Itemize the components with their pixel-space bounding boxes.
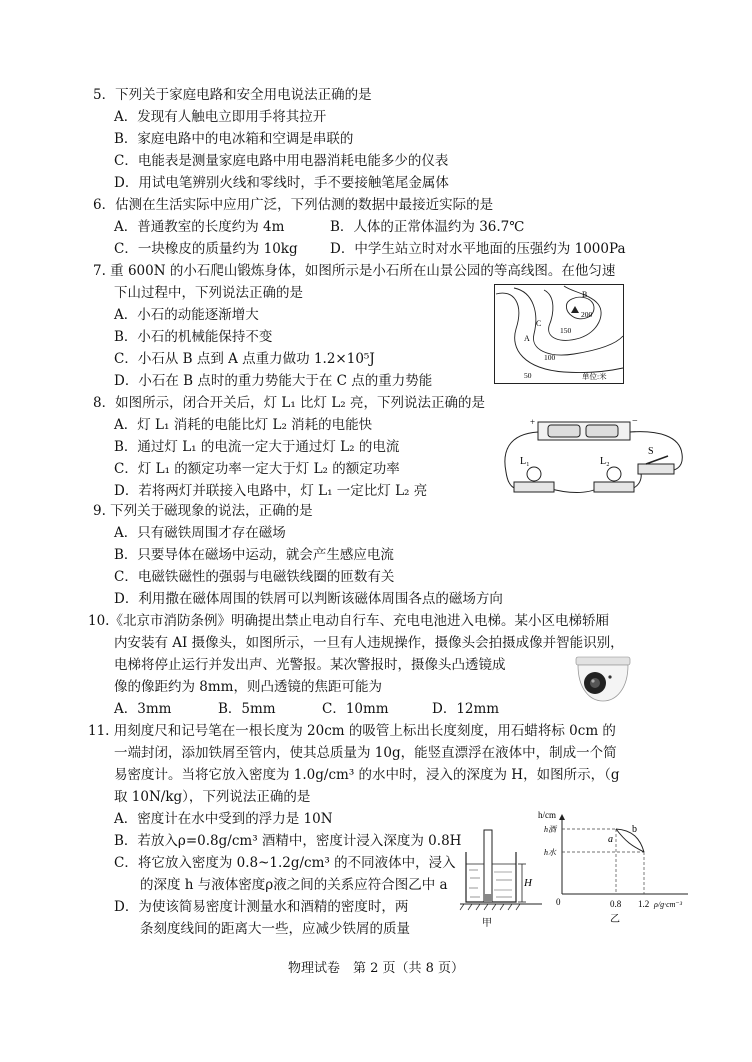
q6-stem: 6．估测在生活实际中应用广泛，下列估测的数据中最接近实际的是 (93, 197, 494, 213)
q7-stem-line1: 7. 重 600N 的小石爬山锻炼身体，如图所示是小石所在山景公园的等高线图。在他匀速 (93, 263, 616, 279)
graph-h-shui-label: h水 (544, 848, 556, 857)
q8-option-c: C．灯 L₁ 的额定功率一定大于灯 L₂ 的额定功率 (114, 461, 400, 477)
contour-label-50: 50 (524, 371, 532, 380)
q8-option-a: A．灯 L₁ 消耗的电能比灯 L₂ 消耗的电能快 (114, 417, 373, 433)
graph-x-tick-12: 1.2 (638, 899, 650, 909)
lamp-l2-label: L₂ (600, 456, 610, 467)
wire-middle (548, 488, 598, 493)
camera-figure (570, 655, 636, 705)
q6-option-c: C．一块橡皮的质量约为 10kg (114, 241, 298, 257)
camera-mount (576, 657, 630, 665)
circuit-figure (498, 412, 688, 500)
straw-densimeter (484, 830, 492, 902)
q7-option-c: C．小石从 B 点到 A 点重力做功 1.2×10⁵J (114, 351, 375, 367)
page-footer: 物理试卷 第 2 页（共 8 页） (287, 961, 465, 976)
q11-option-c-line1: C．将它放入密度为 0.8~1.2g/cm³ 的不同液体中，浸入 (114, 855, 456, 871)
curve-a-label: a (608, 834, 613, 845)
q10-option-d: D．12mm (432, 701, 500, 717)
figure-jia-label: 甲 (482, 918, 492, 929)
graph-y-label: h/cm (538, 810, 556, 820)
q9-option-a: A．只有磁铁周围才存在磁场 (114, 525, 286, 541)
q8-option-b: B．通过灯 L₁ 的电流一定大于通过灯 L₂ 的电流 (114, 439, 400, 455)
contour-label-200: 200 (581, 310, 593, 319)
q11-option-a: A．密度计在水中受到的浮力是 10N (114, 811, 333, 827)
switch-s-label: S (648, 446, 654, 457)
contour-map-figure (494, 284, 624, 384)
graph-origin-label: 0 (556, 897, 561, 907)
curve-b-label: b (632, 824, 637, 835)
point-a-label: A (524, 334, 530, 343)
q10-line3: 电梯将停止运行并发出声、光警报。某次警报时，摄像头凸透镜成 (114, 657, 506, 673)
q11-line3: 易密度计。当将它放入密度为 1.0g/cm³ 的水中时，浸入的深度为 H，如图所示，（g (114, 767, 620, 783)
q7-option-a: A．小石的动能逐渐增大 (114, 307, 259, 323)
q5-option-c: C．电能表是测量家庭电路中用电器消耗电能多少的仪表 (114, 153, 449, 169)
q7-option-b: B．小石的机械能保持不变 (114, 329, 273, 345)
lamp-l2-base (594, 482, 634, 492)
q11-option-d-line1: D．为使该简易密度计测量水和酒精的密度时，两 (114, 899, 409, 915)
q9-option-c: C．电磁铁磁性的强弱与电磁铁线圈的匝数有关 (114, 569, 395, 585)
q5-option-b: B．家庭电路中的电冰箱和空调是串联的 (114, 131, 354, 147)
switch-base (638, 464, 674, 474)
q6-option-b: B．人体的正常体温约为 36.7℃ (330, 219, 525, 235)
q9-option-b: B．只要导体在磁场中运动，就会产生感应电流 (114, 547, 394, 563)
lamp-l2-bulb (607, 467, 621, 481)
lamp-l1-label: L₁ (520, 456, 530, 467)
graph-h-jiu-label: h酒 (544, 825, 556, 834)
q11-option-d-line2: 条刻度线间的距离大一些，应减少铁屑的质量 (140, 921, 410, 937)
q6-option-a: A．普通教室的长度约为 4m (114, 219, 285, 235)
battery-cell-1 (548, 425, 580, 437)
point-c-label: C (536, 319, 542, 328)
camera-indicator-icon (608, 675, 611, 678)
curve-b (616, 829, 644, 852)
battery-plus-label: + (530, 417, 536, 427)
contour-label-150: 150 (560, 326, 572, 335)
q11-line1: 11. 用刻度尺和记号笔在一根长度为 20cm 的吸管上标出长度刻度，用石蜡将标 0cm 的 (88, 723, 616, 739)
depth-h-label: H (524, 877, 532, 889)
q6-option-d: D．中学生站立时对水平地面的压强约为 1000Pa (330, 241, 626, 257)
graph-x-tick-08: 0.8 (610, 899, 622, 909)
q9-option-d: D．利用撒在磁体周围的铁屑可以判断该磁体周围各点的磁场方向 (114, 591, 503, 607)
q11-option-b: B．若放入ρ=0.8g/cm³ 酒精中，密度计浸入深度为 0.8H (114, 833, 462, 849)
lamp-l1-base (514, 482, 554, 492)
q5-option-a: A．发现有人触电立即用手将其拉开 (114, 109, 327, 125)
unit-label: 单位:米 (582, 372, 607, 381)
graph-x-label: ρ/g·cm⁻³ (654, 900, 683, 909)
point-b-label: B (582, 290, 588, 299)
switch-lever (646, 456, 668, 464)
q10-option-a: A．3mm (114, 701, 172, 717)
q10-line2: 内安装有 AI 摄像头，如图所示，一旦有人违规操作，摄像头会拍摄成像并智能识别， (114, 635, 624, 651)
battery-minus-label: − (632, 416, 638, 427)
q11-option-c-line2: 的深度 h 与液体密度ρ液之间的关系应符合图乙中 a (140, 877, 448, 893)
q5-option-d: D．用试电笔辨别火线和零线时，手不要接触笔尾金属体 (114, 175, 449, 191)
battery-cell-2 (586, 425, 618, 437)
q11-line2: 一端封闭，添加铁屑至管内，使其总质量为 10g，能竖直漂浮在液体中，制成一个简 (114, 745, 617, 761)
q11-line4: 取 10N/kg），下列说法正确的是 (114, 789, 311, 805)
figure-yi-label: 乙 (610, 914, 620, 925)
q9-stem: 9. 下列关于磁现象的说法，正确的是 (93, 503, 313, 519)
q8-option-d: D．若将两灯并联接入电路中，灯 L₁ 一定比灯 L₂ 亮 (114, 483, 428, 499)
q10-line1: 10.《北京市消防条例》明确提出禁止电动自行车、充电电池进入电梯。某小区电梯轿厢 (88, 613, 609, 629)
lamp-l1-bulb (527, 467, 541, 481)
q7-stem-line2: 下山过程中，下列说法正确的是 (114, 285, 303, 301)
q5-stem: 5．下列关于家庭电路和安全用电说法正确的是 (93, 87, 372, 103)
q10-option-b: B．5mm (218, 701, 276, 717)
q10-line4: 像的像距约为 8mm，则凸透镜的焦距可能为 (114, 679, 382, 695)
q8-stem: 8．如图所示，闭合开关后，灯 L₁ 比灯 L₂ 亮，下列说法正确的是 (93, 395, 486, 411)
contour-label-100: 100 (544, 353, 556, 362)
q7-option-d: D．小石在 B 点时的重力势能大于在 C 点的重力势能 (114, 373, 433, 389)
density-depth-graph (528, 808, 704, 926)
q10-option-c: C．10mm (322, 701, 389, 717)
